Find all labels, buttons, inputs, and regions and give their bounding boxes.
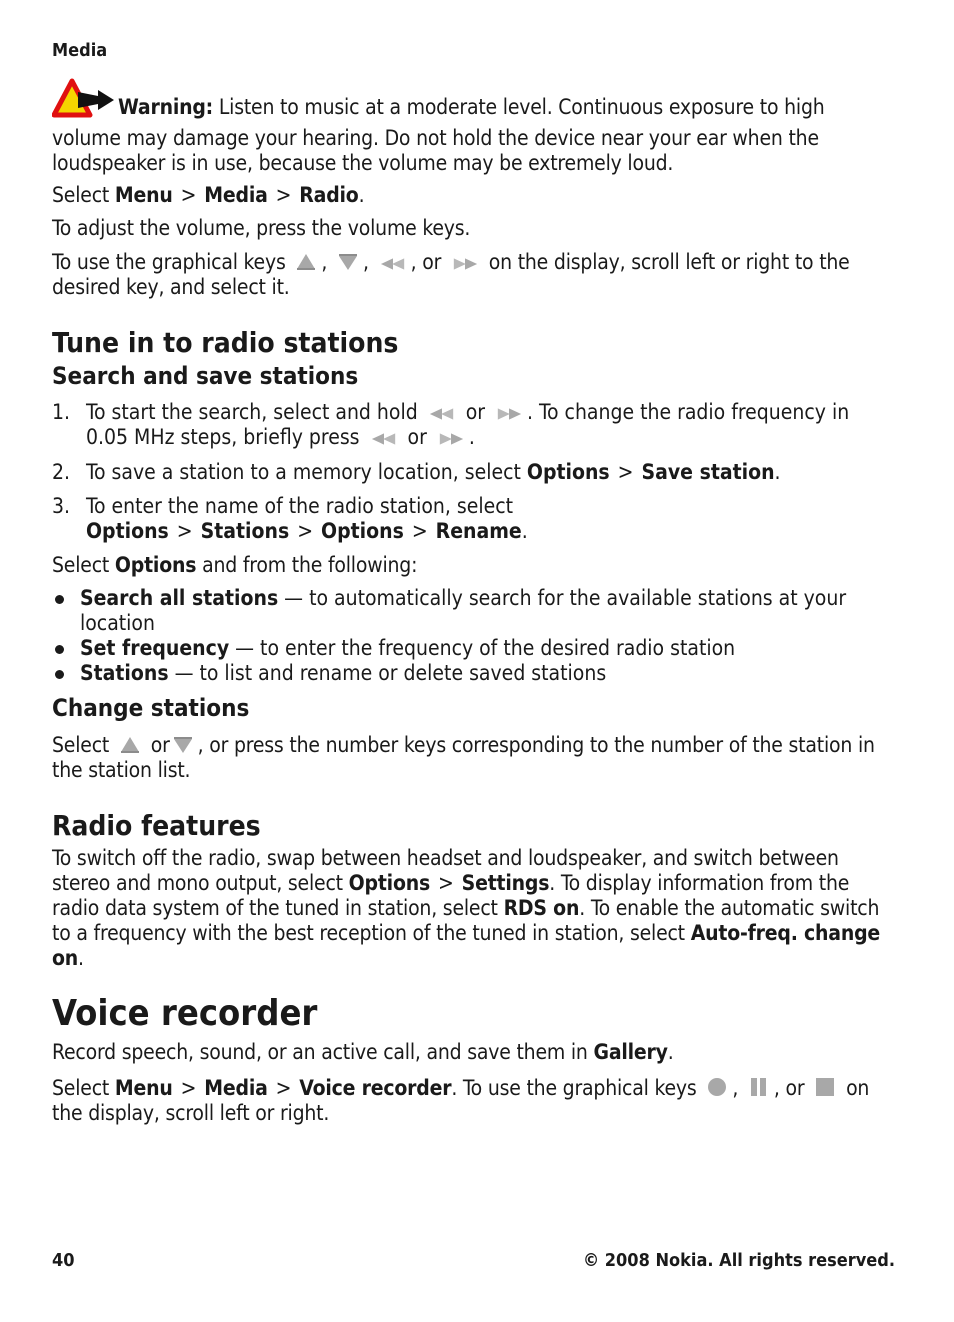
down-arrow-icon bbox=[172, 735, 194, 755]
change-text: Select or , or press the number keys corresponding to the number of the station in the station list. bbox=[52, 733, 875, 782]
radio-path-line: Select Menu > Media > Radio. bbox=[52, 183, 365, 207]
path-menu: Menu bbox=[114, 183, 173, 207]
features-text: To switch off the radio, swap between headset and loudspeaker, and switch between stereo and mono output, select Options > Settings. To display information from the radio data system of the tuned in station, select RDS on. To enable the automatic switch to a frequency with the best reception of the tuned in station, select Auto-freq. change on. bbox=[52, 846, 881, 970]
up-arrow-icon bbox=[119, 735, 141, 755]
rewind-icon bbox=[370, 431, 398, 447]
warning-label: Warning: bbox=[118, 95, 214, 119]
volume-text: To adjust the volume, press the volume keys. bbox=[52, 216, 471, 240]
record-icon bbox=[706, 1076, 728, 1098]
up-arrow-icon bbox=[295, 252, 317, 272]
select-word: Select bbox=[52, 183, 115, 207]
subsection-title-search: Search and save stations bbox=[52, 362, 359, 390]
fast-forward-icon bbox=[495, 406, 523, 422]
voice-path-line: Select Menu > Media > Voice recorder. To use the graphical keys , , or on the display, scroll left or right. bbox=[52, 1076, 870, 1125]
list-item: Stations — to list and rename or delete saved stations bbox=[52, 661, 896, 686]
keys-text: To use the graphical keys bbox=[52, 250, 286, 274]
voice-intro: Record speech, sound, or an active call, and save them in Gallery. bbox=[52, 1040, 674, 1064]
step-item: 1. To start the search, select and hold or . To change the radio frequency in 0.05 MHz steps, briefly press or . bbox=[52, 400, 850, 449]
keys-or: , or bbox=[410, 250, 442, 274]
options-list bbox=[52, 586, 896, 686]
step-item: 3. To enter the name of the radio station, select Options > Stations > Options > Rename. bbox=[52, 494, 528, 543]
copyright: © 2008 Nokia. All rights reserved. bbox=[582, 1250, 895, 1271]
list-item: Search all stations — to automatically search for the available stations at your location bbox=[52, 586, 896, 636]
warning-icon bbox=[52, 78, 116, 126]
options-intro: Select Options and from the following: bbox=[52, 553, 418, 577]
path-media: Media bbox=[204, 183, 268, 207]
section-title-features: Radio features bbox=[52, 809, 261, 842]
section-title-tune: Tune in to radio stations bbox=[52, 326, 399, 359]
steps-list bbox=[52, 400, 896, 544]
list-item: Set frequency — to enter the frequency of the desired radio station bbox=[52, 636, 896, 661]
down-arrow-icon bbox=[337, 252, 359, 272]
warning-text: Listen to music at a moderate level. Continuous exposure to high volume may damage your hearing. Do not hold the device near your ear when the loudspeaker is in use, because the volume may be extremely loud. bbox=[52, 95, 825, 175]
fast-forward-icon bbox=[451, 256, 479, 272]
rewind-icon bbox=[379, 256, 407, 272]
step-item: 2. To save a station to a memory location, select Options > Save station. bbox=[52, 460, 781, 484]
fast-forward-icon bbox=[437, 431, 465, 447]
pause-icon bbox=[748, 1076, 770, 1098]
warning-block bbox=[52, 78, 896, 176]
volume-line bbox=[52, 216, 896, 241]
stop-icon bbox=[814, 1076, 836, 1098]
page-header-section: Media bbox=[52, 40, 108, 61]
keys-text-end: on the display, scroll left or right to the desired key, and select it. bbox=[52, 250, 850, 299]
path-radio: Radio bbox=[299, 183, 359, 207]
rewind-icon bbox=[428, 406, 456, 422]
section-title-voice: Voice recorder bbox=[52, 993, 318, 1034]
page-number: 40 bbox=[52, 1250, 75, 1271]
graphical-keys-line: To use the graphical keys , , , or on the display, scroll left or right to the desired key, and select it. bbox=[52, 250, 850, 299]
subsection-title-change: Change stations bbox=[52, 694, 250, 722]
